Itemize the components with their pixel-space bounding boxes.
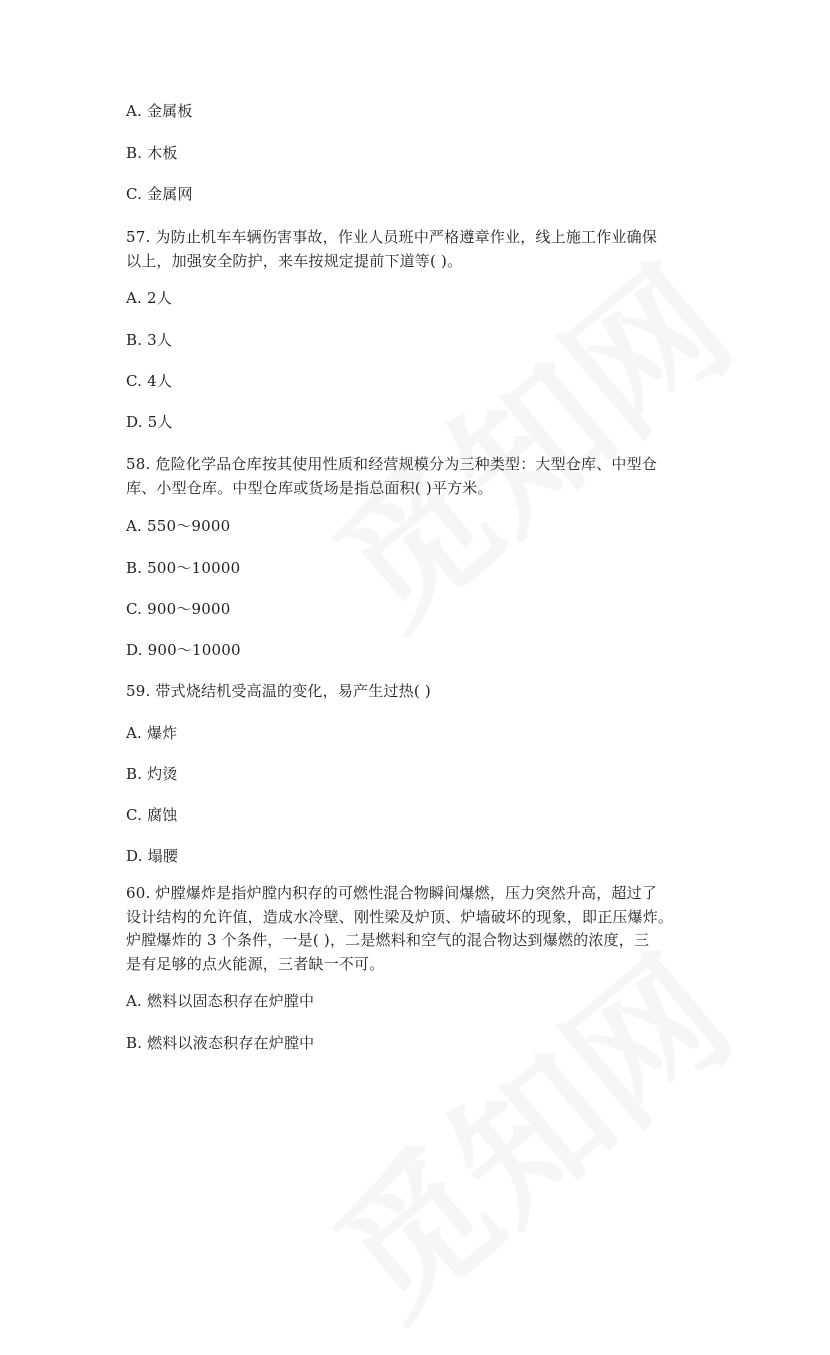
- option-57-b: B. 3人: [126, 331, 173, 349]
- question-line: 以上，加强安全防护，来车按规定提前下道等( )。: [126, 251, 463, 270]
- option-57-a: A. 2人: [126, 289, 172, 307]
- question-60: [126, 882, 673, 976]
- option-56-a: A. 金属板: [126, 102, 193, 120]
- option-57-c: C. 4人: [126, 372, 173, 390]
- question-line: 库、小型仓库。中型仓库或货场是指总面积( )平方米。: [126, 478, 493, 497]
- option-58-c: C. 900～9000: [126, 600, 231, 618]
- option-59-c: C. 腐蚀: [126, 806, 178, 824]
- option-58-a: A. 550～9000: [126, 517, 231, 535]
- question-line: 59. 带式烧结机受高温的变化，易产生过热( ): [126, 682, 431, 700]
- question-59: [126, 680, 431, 704]
- question-57: [126, 226, 657, 273]
- question-line: 58. 危险化学品仓库按其使用性质和经营规模分为三种类型：大型仓库、中型仓: [126, 455, 658, 473]
- question-line: 设计结构的允许值，造成水冷壁、刚性梁及炉顶、炉墙破坏的现象，即正压爆炸。: [126, 907, 674, 926]
- option-59-a: A. 爆炸: [126, 724, 178, 742]
- option-60-a: A. 燃料以固态积存在炉膛中: [126, 992, 315, 1010]
- question-58: [126, 453, 657, 500]
- question-line: 60. 炉膛爆炸是指炉膛内积存的可燃性混合物瞬间爆燃，压力突然升高，超过了: [126, 884, 658, 902]
- option-56-c: C. 金属网: [126, 185, 193, 203]
- option-59-d: D. 塌腰: [126, 847, 179, 865]
- option-60-b: B. 燃料以液态积存在炉膛中: [126, 1034, 315, 1052]
- option-58-d: D. 900～10000: [126, 641, 241, 659]
- option-57-d: D. 5人: [126, 413, 173, 431]
- option-59-b: B. 灼烫: [126, 765, 178, 783]
- question-line: 是有足够的点火能源，三者缺一不可。: [126, 954, 385, 973]
- option-56-b: B. 木板: [126, 144, 178, 162]
- question-line: 57. 为防止机车车辆伤害事故，作业人员班中严格遵章作业，线上施工作业确保: [126, 228, 658, 246]
- question-line: 炉膛爆炸的 3 个条件，一是( )，二是燃料和空气的混合物达到爆燃的浓度，三: [126, 931, 650, 949]
- option-58-b: B. 500～10000: [126, 559, 241, 577]
- watermark: [283, 211, 767, 666]
